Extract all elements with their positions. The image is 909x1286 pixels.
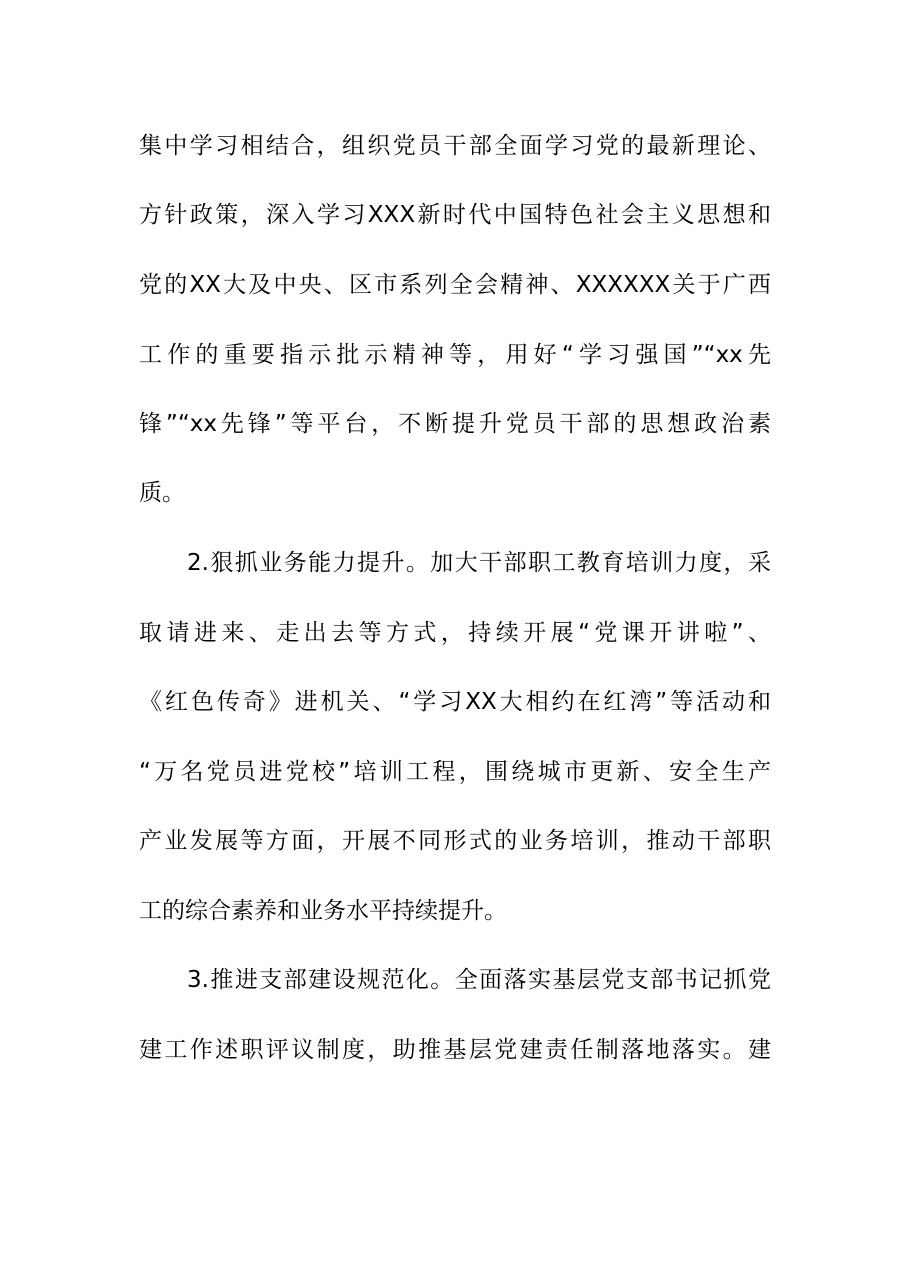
text-line: 党的XX大及中央、区市系列全会精神、XXXXXX关于广西: [139, 272, 771, 298]
text-line: 锋”“xx先锋”等平台，不断提升党员干部的思想政治素: [139, 411, 771, 437]
text-line: “万名党员进党校”培训工程，围绕城市更新、安全生产: [139, 759, 771, 785]
text-line: 2.狠抓业务能力提升。加大干部职工教育培训力度，采: [187, 550, 771, 576]
text-line: 工作的重要指示批示精神等，用好“学习强国”“xx先: [139, 342, 771, 368]
text-line: 建工作述职评议制度，助推基层党建责任制落地落实。建: [139, 1037, 771, 1063]
text-line: 工的综合素养和业务水平持续提升。: [139, 898, 507, 924]
text-line: 《红色传奇》进机关、“学习XX大相约在红湾”等活动和: [139, 689, 771, 715]
text-line: 集中学习相结合，组织党员干部全面学习党的最新理论、: [139, 133, 771, 159]
text-line: 方针政策，深入学习XXX新时代中国特色社会主义思想和: [139, 202, 771, 228]
text-line: 3.推进支部建设规范化。全面落实基层党支部书记抓党: [187, 967, 771, 993]
text-line: 质。: [139, 480, 185, 506]
text-line: 取请进来、走出去等方式，持续开展“党课开讲啦”、: [139, 620, 771, 646]
text-line: 产业发展等方面，开展不同形式的业务培训，推动干部职: [139, 828, 771, 854]
